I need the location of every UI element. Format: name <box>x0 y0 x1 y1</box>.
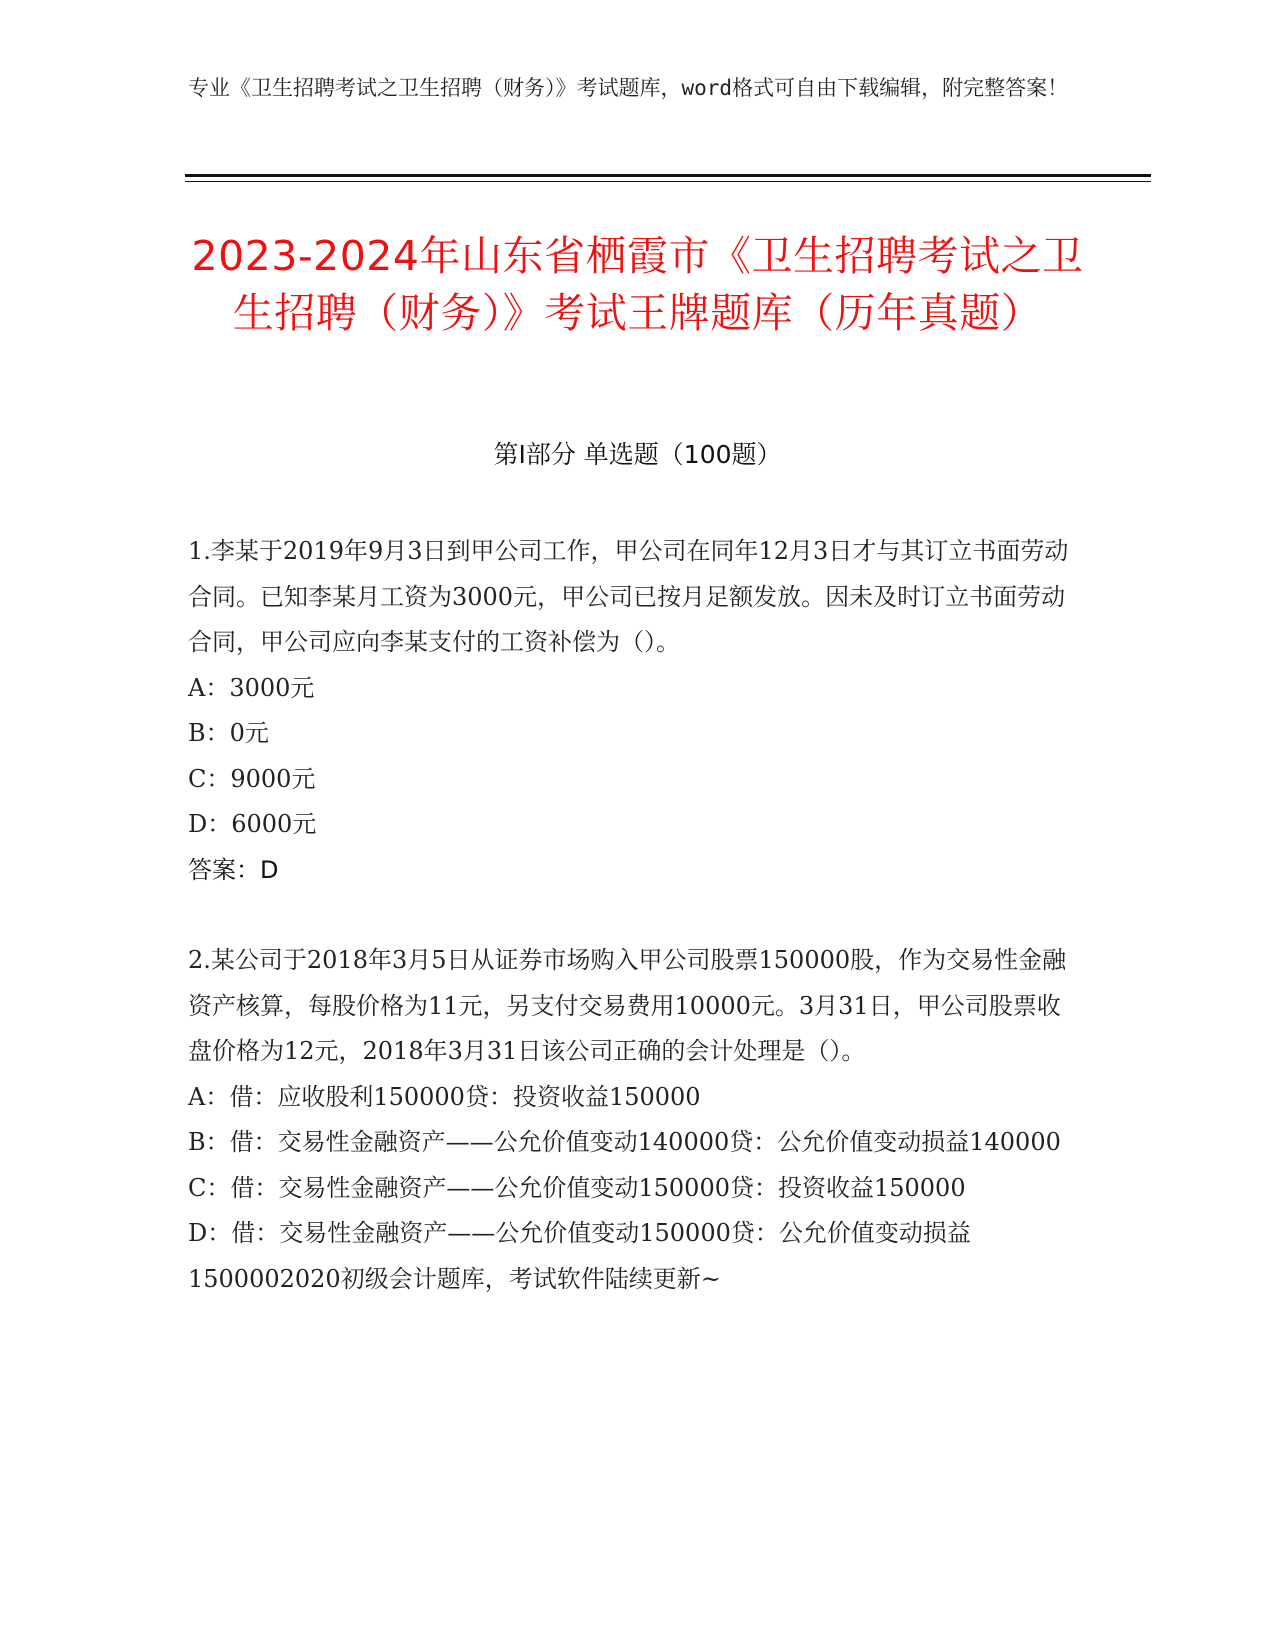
header-note: 专业《卫生招聘考试之卫生招聘（财务）》考试题库，word格式可自由下载编辑，附完整答案！ <box>188 76 1069 100</box>
question-1 <box>188 529 1073 893</box>
option-a: A：3000元 <box>188 673 315 702</box>
option-b: B：0元 <box>188 719 269 747</box>
option-c: C：9000元 <box>188 764 316 793</box>
option-a: A：借：应收股利150000贷：投资收益150000 <box>188 1082 701 1111</box>
answer-line: 答案：D <box>188 855 279 884</box>
section-title: 第I部分 单选题（100题） <box>493 440 782 469</box>
question-2 <box>188 938 1073 1302</box>
header-rule-thin <box>185 181 1151 182</box>
option-b: B：借：交易性金融资产——公允价值变动140000贷：公允价值变动损益140000 <box>188 1128 1061 1156</box>
document-title: 2023-2024年山东省栖霞市《卫生招聘考试之卫生招聘（财务）》考试王牌题库（历年真题） <box>191 232 1084 337</box>
question-list <box>188 529 1073 1302</box>
option-d: D：借：交易性金融资产——公允价值变动150000贷：公允价值变动损益1500002020初级会计题库，考试软件陆续更新~ <box>188 1219 971 1293</box>
option-d: D：6000元 <box>188 810 317 838</box>
question-stem: 2.某公司于2018年3月5日从证券市场购入甲公司股票150000股，作为交易性金融资产核算，每股价格为11元，另支付交易费用10000元。3月31日，甲公司股票收盘价格为12元，2018年3月31日该公司正确的会计处理是（）。 <box>188 946 1067 1065</box>
header-rule-thick <box>185 174 1151 177</box>
question-stem: 1.李某于2019年9月3日到甲公司工作，甲公司在同年12月3日才与其订立书面劳动合同。已知李某月工资为3000元，甲公司已按月足额发放。因未及时订立书面劳动合同，甲公司应向李某支付的工资补偿为（）。 <box>188 537 1069 656</box>
option-c: C：借：交易性金融资产——公允价值变动150000贷：投资收益150000 <box>188 1173 966 1202</box>
